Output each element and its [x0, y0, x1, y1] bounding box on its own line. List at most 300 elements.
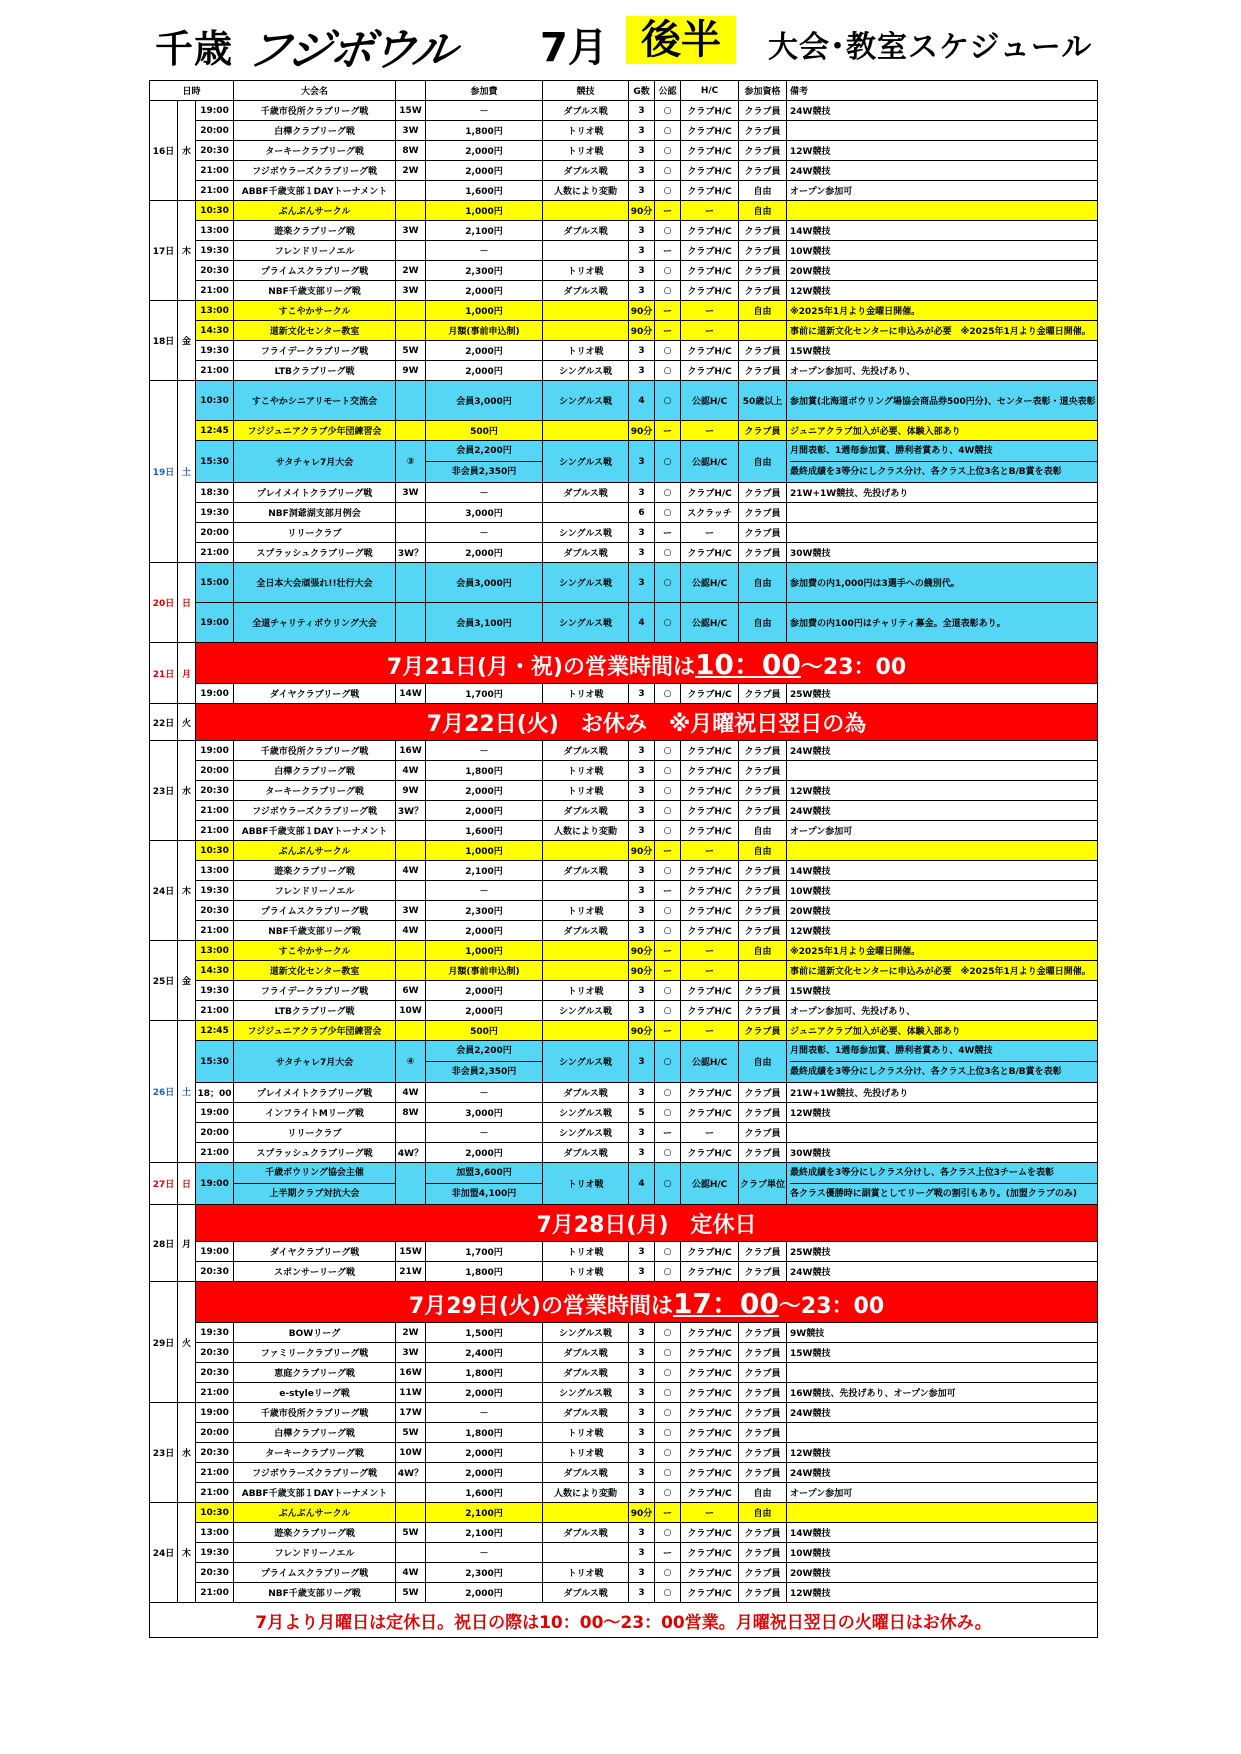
- hc-cell: クラブH/C: [681, 1483, 739, 1503]
- notes-cell: 16W競技、先投げあり、オープン参加可: [787, 1383, 1098, 1403]
- week-cell: 16W: [396, 741, 426, 761]
- notes-cell: 10W競技: [787, 881, 1098, 901]
- official-cell: ○: [655, 441, 681, 483]
- game-type-cell: シングルス戦: [543, 1323, 629, 1343]
- official-cell: ー: [655, 523, 681, 543]
- fee-cell: －: [426, 1083, 543, 1103]
- time-cell: 13:00: [196, 301, 234, 321]
- notes-cell: 21W+1W競技、先投げあり: [787, 1083, 1098, 1103]
- games-cell: 3: [629, 1403, 655, 1423]
- day-weekday: 土: [178, 1021, 196, 1163]
- notes-cell: 24W競技: [787, 1403, 1098, 1423]
- notes-cell: 参加費の内100円はチャリティ募金。全道表彰あり。: [787, 603, 1098, 643]
- eligibility-cell: [739, 321, 787, 341]
- event-name-cell: リリークラブ: [234, 523, 396, 543]
- hc-cell: クラブH/C: [681, 341, 739, 361]
- official-cell: ○: [655, 1262, 681, 1282]
- fee-cell: 会員2,200円 非会員2,350円: [426, 441, 543, 483]
- table-row: [150, 181, 1098, 201]
- game-type-cell: トリオ戦: [543, 781, 629, 801]
- logo-kana: フジボウル: [243, 25, 458, 76]
- table-row: [150, 483, 1098, 503]
- week-cell: 10W: [396, 1443, 426, 1463]
- hc-cell: 公認H/C: [681, 563, 739, 603]
- notes-cell: [787, 121, 1098, 141]
- notes-cell: 24W競技: [787, 161, 1098, 181]
- games-cell: 3: [629, 1363, 655, 1383]
- games-cell: 3: [629, 981, 655, 1001]
- hc-cell: クラブH/C: [681, 1423, 739, 1443]
- event-name-cell: フジジュニアクラブ少年団練習会: [234, 1021, 396, 1041]
- notes-cell: ジュニアクラブ加入が必要、体験入部あり: [787, 1021, 1098, 1041]
- hc-cell: クラブH/C: [681, 1563, 739, 1583]
- games-cell: 90分: [629, 201, 655, 221]
- notes-cell: 10W競技: [787, 241, 1098, 261]
- event-name-cell: NBF千歳支部リーグ戦: [234, 921, 396, 941]
- event-name-cell: 遊楽クラブリーグ戦: [234, 221, 396, 241]
- games-cell: 3: [629, 141, 655, 161]
- week-cell: 9W: [396, 781, 426, 801]
- table-row: [150, 523, 1098, 543]
- week-cell: [396, 603, 426, 643]
- time-cell: 15:30: [196, 441, 234, 483]
- time-cell: 14:30: [196, 961, 234, 981]
- table-row: [150, 1021, 1098, 1041]
- games-cell: 3: [629, 543, 655, 563]
- week-cell: 4W: [396, 761, 426, 781]
- week-cell: 2W: [396, 261, 426, 281]
- eligibility-cell: クラブ員: [739, 881, 787, 901]
- hc-cell: クラブH/C: [681, 1001, 739, 1021]
- event-name-cell: ターキークラブリーグ戦: [234, 1443, 396, 1463]
- week-cell: 5W: [396, 1583, 426, 1603]
- table-row: [150, 1083, 1098, 1103]
- hc-cell: クラブH/C: [681, 741, 739, 761]
- event-name-cell: フジボウラーズクラブリーグ戦: [234, 801, 396, 821]
- time-cell: 13:00: [196, 221, 234, 241]
- game-type-cell: ダブルス戦: [543, 1083, 629, 1103]
- game-type-cell: トリオ戦: [543, 684, 629, 704]
- fee-cell: 3,000円: [426, 503, 543, 523]
- games-cell: 3: [629, 1423, 655, 1443]
- eligibility-cell: クラブ員: [739, 523, 787, 543]
- games-cell: 3: [629, 1262, 655, 1282]
- games-cell: 3: [629, 483, 655, 503]
- notes-cell: 15W競技: [787, 981, 1098, 1001]
- week-cell: [396, 1503, 426, 1523]
- event-name-cell: ターキークラブリーグ戦: [234, 141, 396, 161]
- week-cell: [396, 1543, 426, 1563]
- eligibility-cell: 自由: [739, 441, 787, 483]
- time-cell: 12:45: [196, 1021, 234, 1041]
- table-row: [150, 141, 1098, 161]
- col-header-hc: H/C: [681, 81, 739, 101]
- games-cell: 3: [629, 361, 655, 381]
- table-row: [150, 881, 1098, 901]
- hc-cell: 公認H/C: [681, 1041, 739, 1083]
- table-row: [150, 503, 1098, 523]
- page-header: [0, 0, 1241, 80]
- game-type-cell: シングルス戦: [543, 441, 629, 483]
- eligibility-cell: クラブ員: [739, 901, 787, 921]
- week-cell: 9W: [396, 361, 426, 381]
- fee-cell: 2,000円: [426, 361, 543, 381]
- col-header-official: 公認: [655, 81, 681, 101]
- official-cell: ○: [655, 161, 681, 181]
- notes-cell: 12W競技: [787, 1103, 1098, 1123]
- week-cell: [396, 961, 426, 981]
- games-cell: 3: [629, 684, 655, 704]
- notes-cell: ※2025年1月より金曜日開催。: [787, 301, 1098, 321]
- schedule-table-container: [149, 80, 1097, 1638]
- game-type-cell: シングルス戦: [543, 361, 629, 381]
- official-cell: ○: [655, 821, 681, 841]
- games-cell: 90分: [629, 841, 655, 861]
- footer-row: [150, 1603, 1098, 1638]
- hc-cell: クラブH/C: [681, 101, 739, 121]
- notes-cell: [787, 201, 1098, 221]
- table-row: [150, 684, 1098, 704]
- event-name-cell: 全道チャリティボウリング大会: [234, 603, 396, 643]
- table-row: [150, 941, 1098, 961]
- day-date: 20日: [150, 563, 178, 643]
- hc-cell: クラブH/C: [681, 121, 739, 141]
- table-row: [150, 1523, 1098, 1543]
- official-cell: ○: [655, 281, 681, 301]
- fee-cell: 1,800円: [426, 1363, 543, 1383]
- hc-cell: クラブH/C: [681, 1403, 739, 1423]
- fee-cell: 2,000円: [426, 1463, 543, 1483]
- official-cell: ○: [655, 1103, 681, 1123]
- time-cell: 12:45: [196, 421, 234, 441]
- event-name-cell: インフライトMリーグ戦: [234, 1103, 396, 1123]
- week-cell: 17W: [396, 1403, 426, 1423]
- table-row: [150, 1423, 1098, 1443]
- game-type-cell: トリオ戦: [543, 1242, 629, 1262]
- game-type-cell: ダブルス戦: [543, 861, 629, 881]
- eligibility-cell: クラブ員: [739, 421, 787, 441]
- eligibility-cell: クラブ員: [739, 341, 787, 361]
- game-type-cell: シングルス戦: [543, 1103, 629, 1123]
- fee-cell: －: [426, 1403, 543, 1423]
- notes-cell: 参加費の内1,000円は3選手への餞別代。: [787, 563, 1098, 603]
- time-cell: 13:00: [196, 941, 234, 961]
- eligibility-cell: クラブ員: [739, 684, 787, 704]
- hc-cell: クラブH/C: [681, 861, 739, 881]
- official-cell: ○: [655, 1343, 681, 1363]
- week-cell: 3W？: [396, 543, 426, 563]
- day-weekday: 日: [178, 563, 196, 643]
- notes-cell: 24W競技: [787, 741, 1098, 761]
- game-type-cell: [543, 1021, 629, 1041]
- hc-cell: クラブH/C: [681, 881, 739, 901]
- games-cell: 90分: [629, 961, 655, 981]
- games-cell: 3: [629, 881, 655, 901]
- table-row: [150, 1483, 1098, 1503]
- game-type-cell: [543, 1543, 629, 1563]
- table-row: [150, 1463, 1098, 1483]
- banner-0722-closed: [196, 704, 1098, 741]
- hc-cell: 公認H/C: [681, 603, 739, 643]
- game-type-cell: トリオ戦: [543, 1163, 629, 1205]
- event-name-cell: すこやかシニアリモート交流会: [234, 381, 396, 421]
- week-cell: [396, 821, 426, 841]
- eligibility-cell: クラブ員: [739, 761, 787, 781]
- fee-cell: 会員3,100円: [426, 603, 543, 643]
- table-row: [150, 301, 1098, 321]
- game-type-cell: トリオ戦: [543, 981, 629, 1001]
- fee-cell: 2,000円: [426, 1001, 543, 1021]
- games-cell: 3: [629, 1343, 655, 1363]
- time-cell: 19:30: [196, 981, 234, 1001]
- game-type-cell: [543, 1503, 629, 1523]
- eligibility-cell: 自由: [739, 1041, 787, 1083]
- official-cell: ○: [655, 503, 681, 523]
- notes-cell: 15W競技: [787, 341, 1098, 361]
- hc-cell: クラブH/C: [681, 1083, 739, 1103]
- event-name-cell: 白樺クラブリーグ戦: [234, 121, 396, 141]
- time-cell: 10:30: [196, 381, 234, 421]
- fee-cell: 2,100円: [426, 1503, 543, 1523]
- eligibility-cell: クラブ員: [739, 543, 787, 563]
- game-type-cell: ダブルス戦: [543, 741, 629, 761]
- table-row: [150, 1383, 1098, 1403]
- games-cell: 3: [629, 1123, 655, 1143]
- games-cell: 3: [629, 441, 655, 483]
- game-type-cell: [543, 881, 629, 901]
- eligibility-cell: クラブ員: [739, 361, 787, 381]
- official-cell: ー: [655, 881, 681, 901]
- eligibility-cell: 自由: [739, 181, 787, 201]
- games-cell: 3: [629, 1463, 655, 1483]
- event-name-cell: プライムスクラブリーグ戦: [234, 1563, 396, 1583]
- event-name-cell: フライデークラブリーグ戦: [234, 341, 396, 361]
- week-cell: 4W: [396, 1563, 426, 1583]
- event-name-cell: 千歳市役所クラブリーグ戦: [234, 741, 396, 761]
- table-row: [150, 1041, 1098, 1083]
- hc-cell: 公認H/C: [681, 1163, 739, 1205]
- half-badge: 後半: [626, 16, 736, 64]
- eligibility-cell: クラブ員: [739, 1463, 787, 1483]
- table-row: [150, 1103, 1098, 1123]
- notes-cell: [787, 1123, 1098, 1143]
- games-cell: 3: [629, 121, 655, 141]
- eligibility-cell: 自由: [739, 301, 787, 321]
- notes-cell: 9W競技: [787, 1323, 1098, 1343]
- notes-cell: ※2025年1月より金曜日開催。: [787, 941, 1098, 961]
- table-row: [150, 361, 1098, 381]
- official-cell: ○: [655, 1443, 681, 1463]
- fee-cell: 2,300円: [426, 901, 543, 921]
- table-row: [150, 1363, 1098, 1383]
- eligibility-cell: クラブ員: [739, 1363, 787, 1383]
- week-cell: [396, 841, 426, 861]
- notes-cell: 12W競技: [787, 281, 1098, 301]
- time-cell: 21:00: [196, 181, 234, 201]
- hc-cell: クラブH/C: [681, 543, 739, 563]
- games-cell: 3: [629, 1443, 655, 1463]
- game-type-cell: ダブルス戦: [543, 281, 629, 301]
- notes-cell: 15W競技: [787, 1343, 1098, 1363]
- game-type-cell: ダブルス戦: [543, 1403, 629, 1423]
- event-name-cell: 千歳市役所クラブリーグ戦: [234, 1403, 396, 1423]
- banner-row: [150, 643, 1098, 684]
- event-name-cell: スプラッシュクラブリーグ戦: [234, 1143, 396, 1163]
- official-cell: ○: [655, 684, 681, 704]
- time-cell: 20:30: [196, 1343, 234, 1363]
- hc-cell: クラブH/C: [681, 1323, 739, 1343]
- time-cell: 19:30: [196, 1543, 234, 1563]
- fee-cell: 1,800円: [426, 761, 543, 781]
- eligibility-cell: クラブ員: [739, 161, 787, 181]
- official-cell: ー: [655, 241, 681, 261]
- eligibility-cell: クラブ員: [739, 101, 787, 121]
- notes-cell: オープン参加可: [787, 1483, 1098, 1503]
- banner-0721-hours: [196, 643, 1098, 684]
- hc-cell: クラブH/C: [681, 1443, 739, 1463]
- day-weekday: 火: [178, 704, 196, 741]
- official-cell: ○: [655, 981, 681, 1001]
- fee-cell: 2,100円: [426, 221, 543, 241]
- hc-cell: クラブH/C: [681, 261, 739, 281]
- notes-cell: 20W競技: [787, 1563, 1098, 1583]
- fee-cell: 2,300円: [426, 261, 543, 281]
- fee-cell: 2,000円: [426, 1443, 543, 1463]
- games-cell: 6: [629, 503, 655, 523]
- notes-cell: 12W競技: [787, 1583, 1098, 1603]
- banner-0728-closed: [196, 1205, 1098, 1242]
- eligibility-cell: クラブ員: [739, 1242, 787, 1262]
- eligibility-cell: クラブ員: [739, 281, 787, 301]
- week-cell: 4W: [396, 921, 426, 941]
- hc-cell: ー: [681, 941, 739, 961]
- game-type-cell: [543, 241, 629, 261]
- day-date: 21日: [150, 643, 178, 704]
- week-cell: 5W: [396, 1523, 426, 1543]
- notes-cell: 30W競技: [787, 543, 1098, 563]
- event-name-cell: フジボウラーズクラブリーグ戦: [234, 1463, 396, 1483]
- official-cell: ○: [655, 483, 681, 503]
- day-date: 26日: [150, 1021, 178, 1163]
- day-weekday: 水: [178, 101, 196, 201]
- time-cell: 20:30: [196, 1563, 234, 1583]
- table-row: [150, 1262, 1098, 1282]
- table-row: [150, 1143, 1098, 1163]
- table-row: [150, 1343, 1098, 1363]
- notes-cell: 14W競技: [787, 1523, 1098, 1543]
- banner-row: [150, 1205, 1098, 1242]
- event-name-cell: ダイヤクラブリーグ戦: [234, 1242, 396, 1262]
- hc-cell: クラブH/C: [681, 281, 739, 301]
- week-cell: 10W: [396, 1001, 426, 1021]
- game-type-cell: トリオ戦: [543, 121, 629, 141]
- official-cell: ○: [655, 1463, 681, 1483]
- notes-cell: 最終成績を3等分にしクラス分けし、各クラス上位3チームを表彰 各クラス優勝時に副賞としてリーグ戦の割引もあり。(加盟クラブのみ): [787, 1163, 1098, 1205]
- fee-cell: 1,700円: [426, 684, 543, 704]
- table-row: [150, 901, 1098, 921]
- eligibility-cell: クラブ員: [739, 1583, 787, 1603]
- official-cell: ○: [655, 603, 681, 643]
- games-cell: 3: [629, 1483, 655, 1503]
- time-cell: 19:00: [196, 684, 234, 704]
- time-cell: 20:30: [196, 141, 234, 161]
- time-cell: 13:00: [196, 861, 234, 881]
- day-date: 16日: [150, 101, 178, 201]
- game-type-cell: 人数により変動: [543, 181, 629, 201]
- hc-cell: ー: [681, 301, 739, 321]
- eligibility-cell: クラブ員: [739, 121, 787, 141]
- time-cell: 21:00: [196, 821, 234, 841]
- time-cell: 10:30: [196, 201, 234, 221]
- notes-cell: オープン参加可、先投げあり、: [787, 361, 1098, 381]
- day-weekday: 金: [178, 941, 196, 1021]
- fee-cell: 2,100円: [426, 861, 543, 881]
- eligibility-cell: クラブ員: [739, 1423, 787, 1443]
- eligibility-cell: クラブ員: [739, 801, 787, 821]
- day-date: 23日: [150, 1403, 178, 1503]
- day-weekday: 木: [178, 841, 196, 941]
- time-cell: 19:00: [196, 603, 234, 643]
- eligibility-cell: クラブ員: [739, 1323, 787, 1343]
- col-header-week: [396, 81, 426, 101]
- official-cell: ○: [655, 921, 681, 941]
- hc-cell: ー: [681, 523, 739, 543]
- time-cell: 10:30: [196, 841, 234, 861]
- notes-cell: 14W競技: [787, 861, 1098, 881]
- table-row: [150, 741, 1098, 761]
- day-weekday: 月: [178, 1205, 196, 1282]
- table-row: [150, 121, 1098, 141]
- time-cell: 19:30: [196, 241, 234, 261]
- game-type-cell: トリオ戦: [543, 1563, 629, 1583]
- fee-cell: 1,800円: [426, 1262, 543, 1282]
- week-cell: 5W: [396, 341, 426, 361]
- fee-cell: 1,600円: [426, 1483, 543, 1503]
- notes-cell: 20W競技: [787, 261, 1098, 281]
- banner-text: ～23：00: [800, 655, 907, 680]
- fee-cell: 月額(事前申込制): [426, 321, 543, 341]
- eligibility-cell: 自由: [739, 1503, 787, 1523]
- banner-row: [150, 1282, 1098, 1323]
- notes-cell: オープン参加可: [787, 181, 1098, 201]
- games-cell: 5: [629, 1103, 655, 1123]
- week-cell: [396, 881, 426, 901]
- games-cell: 3: [629, 181, 655, 201]
- game-type-cell: ダブルス戦: [543, 1343, 629, 1363]
- eligibility-cell: クラブ員: [739, 1383, 787, 1403]
- col-header-datetime: 日時: [150, 81, 234, 101]
- table-row: [150, 221, 1098, 241]
- eligibility-cell: クラブ員: [739, 241, 787, 261]
- eligibility-cell: クラブ員: [739, 141, 787, 161]
- time-cell: 10:30: [196, 1503, 234, 1523]
- games-cell: 3: [629, 1583, 655, 1603]
- game-type-cell: シングルス戦: [543, 1123, 629, 1143]
- official-cell: ○: [655, 361, 681, 381]
- banner-highlight-time: 17：00: [672, 1287, 779, 1320]
- table-row: [150, 861, 1098, 881]
- hc-cell: クラブH/C: [681, 1463, 739, 1483]
- event-name-cell: NBF千歳支部リーグ戦: [234, 1583, 396, 1603]
- games-cell: 90分: [629, 301, 655, 321]
- logo-kanji: 千歳: [155, 27, 234, 71]
- time-cell: 21:00: [196, 1001, 234, 1021]
- col-header-games: G数: [629, 81, 655, 101]
- time-cell: 19:30: [196, 503, 234, 523]
- time-cell: 20:00: [196, 523, 234, 543]
- fee-cell: 1,800円: [426, 1423, 543, 1443]
- games-cell: 3: [629, 821, 655, 841]
